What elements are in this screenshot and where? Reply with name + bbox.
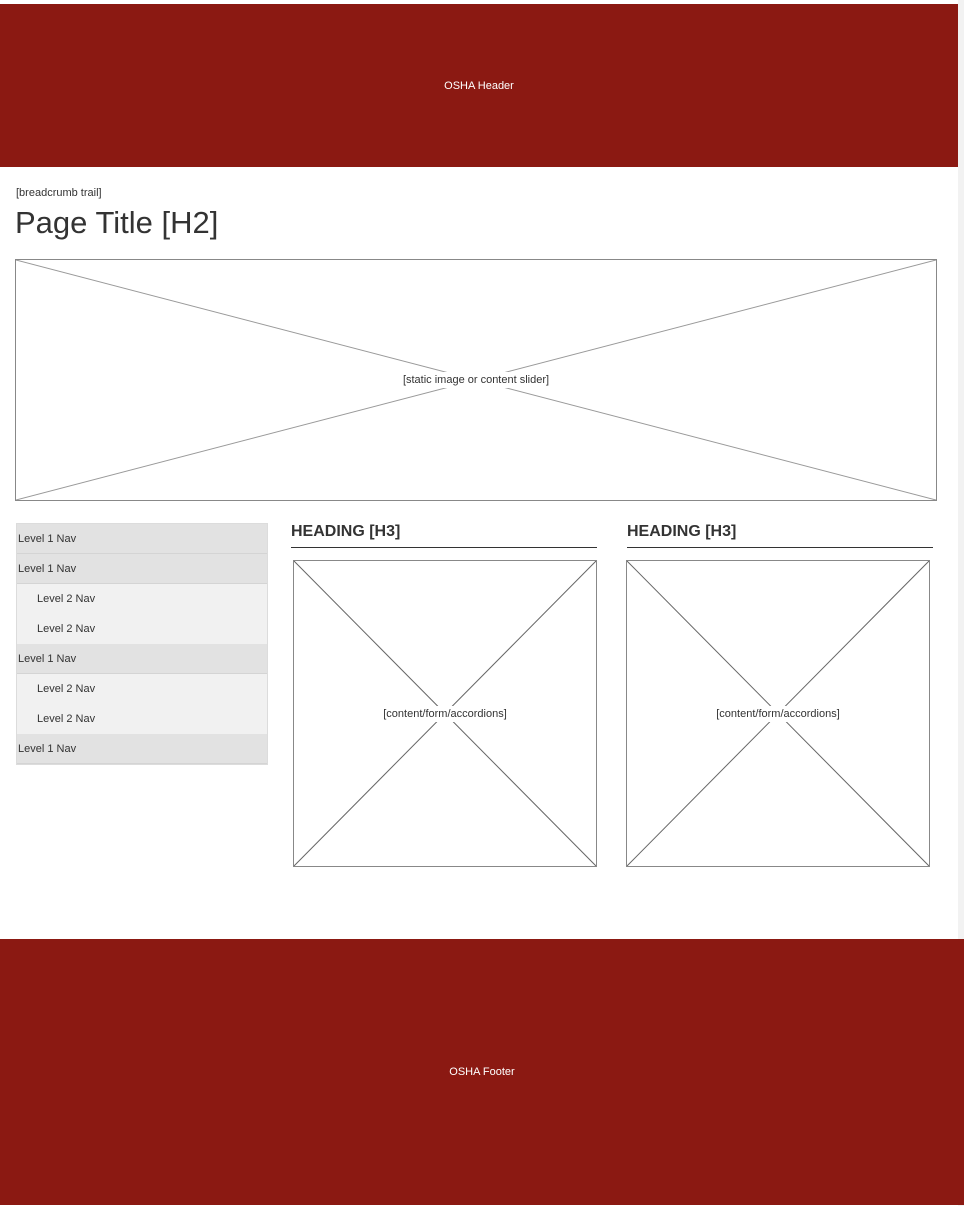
nav-level-2-item[interactable]: Level 2 Nav bbox=[17, 674, 267, 704]
column-2-content-placeholder bbox=[626, 560, 930, 867]
nav-level-1-item[interactable]: Level 1 Nav bbox=[17, 554, 267, 584]
column-1-heading: HEADING [H3] bbox=[291, 523, 597, 548]
osha-header bbox=[0, 4, 958, 167]
footer-label: OSHA Footer bbox=[449, 1066, 515, 1078]
side-navigation bbox=[16, 523, 268, 765]
osha-footer bbox=[0, 939, 964, 1205]
nav-level-2-item[interactable]: Level 2 Nav bbox=[17, 704, 267, 734]
nav-level-2-item[interactable]: Level 2 Nav bbox=[17, 614, 267, 644]
nav-level-2-item[interactable]: Level 2 Nav bbox=[17, 584, 267, 614]
column-2-heading: HEADING [H3] bbox=[627, 523, 933, 548]
page-title: Page Title [H2] bbox=[15, 205, 219, 240]
nav-level-1-item[interactable]: Level 1 Nav bbox=[17, 524, 267, 554]
column-1-content-placeholder bbox=[293, 560, 597, 867]
header-label: OSHA Header bbox=[444, 79, 514, 92]
nav-level-1-item[interactable]: Level 1 Nav bbox=[17, 644, 267, 674]
column-2-placeholder-label: [content/form/accordions] bbox=[712, 706, 844, 722]
column-1-placeholder-label: [content/form/accordions] bbox=[379, 706, 511, 722]
hero-placeholder-label: [static image or content slider] bbox=[399, 372, 553, 388]
nav-level-1-item[interactable]: Level 1 Nav bbox=[17, 734, 267, 764]
breadcrumb[interactable]: [breadcrumb trail] bbox=[16, 187, 102, 199]
hero-image-placeholder bbox=[15, 259, 937, 501]
